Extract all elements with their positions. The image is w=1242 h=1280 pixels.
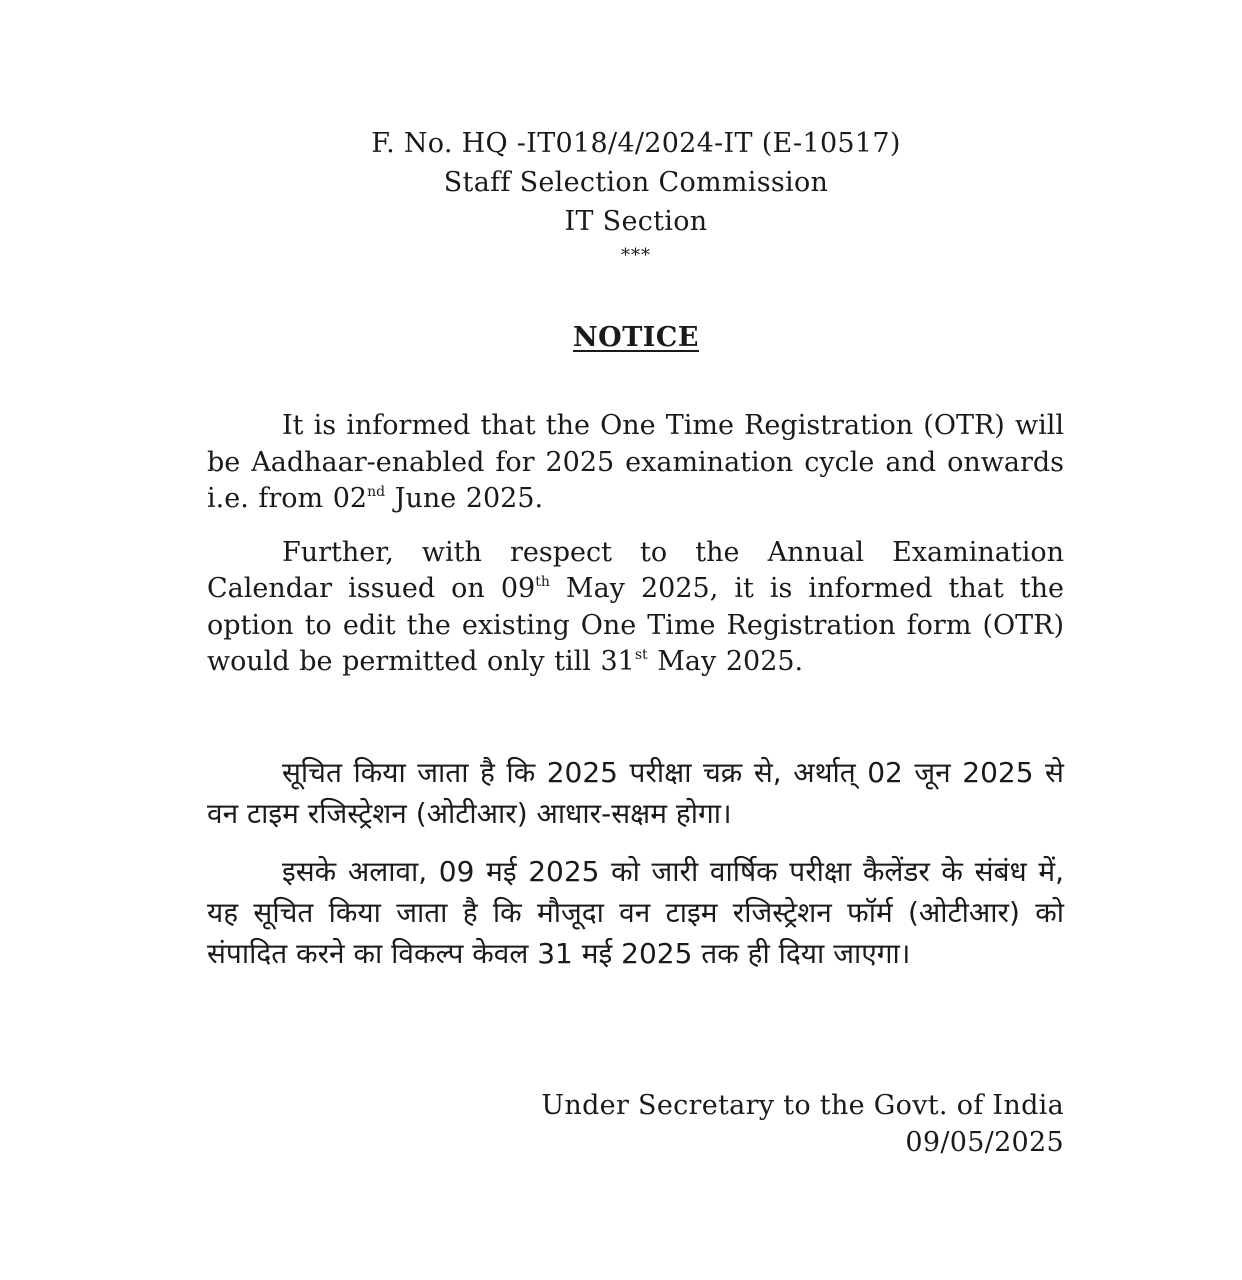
notice-date: 09/05/2025 (905, 1127, 1064, 1158)
english-body (207, 408, 1064, 698)
hindi-body (207, 752, 1064, 991)
section-name: IT Section (564, 206, 708, 237)
signature-block (460, 1087, 1064, 1161)
english-paragraph-2: Further, with respect to the Annual Examination Calendar issued on 09th May 2025, it is informed that the option to edit the existing One Time Registration form (OTR) would be permitted only till 31st May 2025. (207, 536, 1064, 677)
signatory-designation: Under Secretary to the Govt. of India (541, 1090, 1064, 1121)
english-paragraph-1: It is informed that the One Time Registration (OTR) will be Aadhaar-enabled for 2025 examination cycle and onwards i.e. from 02nd June 2025. (207, 410, 1064, 514)
hindi-paragraph-1: सूचित किया जाता है कि 2025 परीक्षा चक्र से, अर्थात् 02 जून 2025 से वन टाइम रजिस्ट्रेशन (ओटीआर) आधार-सक्षम होगा। (207, 756, 1064, 830)
header-separator: *** (621, 245, 651, 266)
notice-title: NOTICE (573, 322, 699, 353)
file-number: F. No. HQ -IT018/4/2024-IT (E-10517) (371, 128, 901, 159)
hindi-paragraph-2: इसके अलावा, 09 मई 2025 को जारी वार्षिक परीक्षा कैलेंडर के संबंध में, यह सूचित किया जाता है कि मौजूदा वन टाइम रजिस्ट्रेशन फॉर्म (ओटीआर) को संपादित करने का विकल्प केवल 31 मई 2025 तक ही दिया जाएगा। (207, 855, 1064, 970)
organization-name: Staff Selection Commission (443, 167, 829, 198)
document-header (0, 124, 1242, 271)
